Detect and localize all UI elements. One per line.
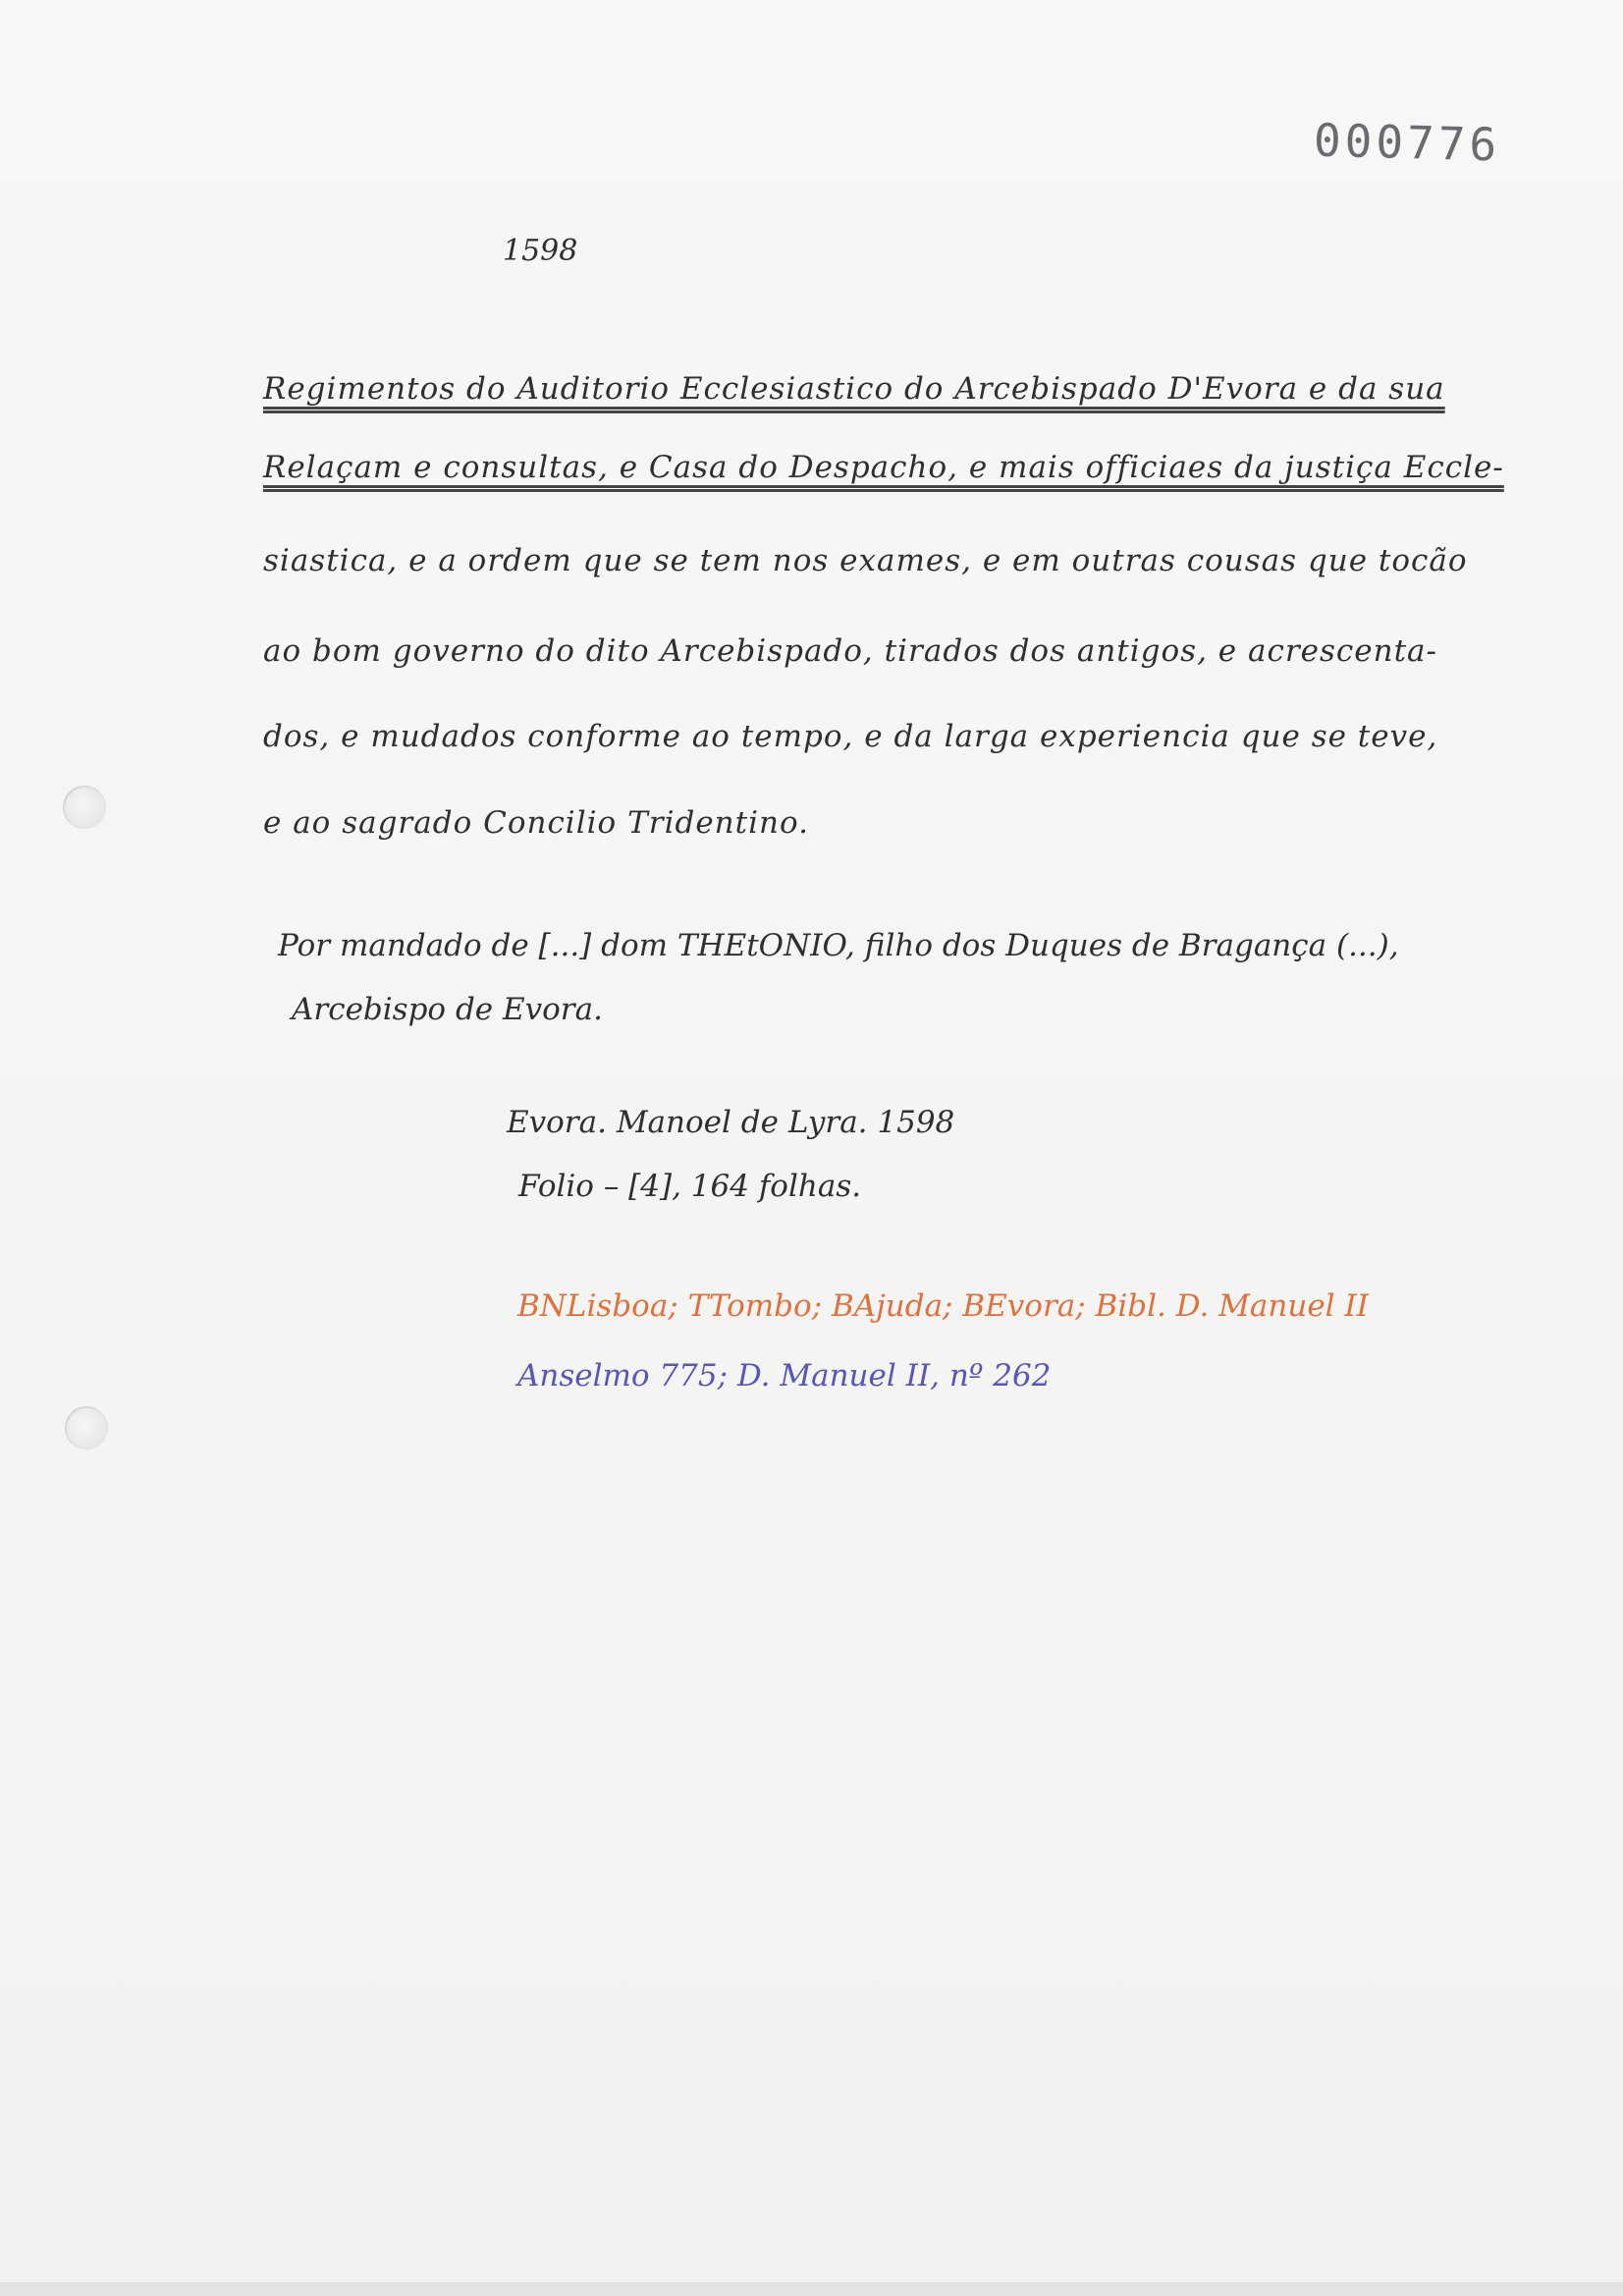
page-bottom-edge (0, 2282, 1623, 2296)
title-line-3: siastica, e a ordem que se tem nos exames, e em outras cousas que tocão (263, 543, 1468, 578)
punch-hole-bottom (65, 1406, 108, 1449)
title-line-1-text: Regimentos do Auditorio Ecclesiastico do Arcebispado D'Evora e da sua (263, 371, 1445, 407)
title-line-6: e ao sagrado Concilio Tridentino. (263, 805, 809, 841)
bibliographic-references: Anselmo 775; D. Manuel II, nº 262 (517, 1358, 1052, 1394)
record-number-stamp: 000776 (1313, 113, 1501, 172)
library-holdings: BNLisboa; TTombo; BAjuda; BEvora; Bibl. D. Manuel II (517, 1288, 1369, 1324)
imprint-line: Evora. Manoel de Lyra. 1598 (507, 1105, 955, 1140)
author-line-2: Arcebispo de Evora. (292, 992, 603, 1027)
punch-hole-top (63, 786, 106, 829)
title-line-5: dos, e mudados conforme ao tempo, e da larga experiencia que se teve, (263, 719, 1438, 754)
title-line-2-text: Relaçam e consultas, e Casa do Despacho, e mais officiaes da justiça Eccle- (263, 450, 1504, 485)
title-line-4: ao bom governo do dito Arcebispado, tirados dos antigos, e acrescenta- (263, 633, 1438, 669)
title-line-1 (263, 371, 1445, 407)
author-line-1: Por mandado de [...] dom THEtONIO, filho dos Duques de Bragança (...), (278, 928, 1399, 963)
title-line-2 (263, 450, 1504, 485)
publication-year: 1598 (503, 234, 578, 268)
format-line: Folio – [4], 164 folhas. (518, 1169, 862, 1204)
